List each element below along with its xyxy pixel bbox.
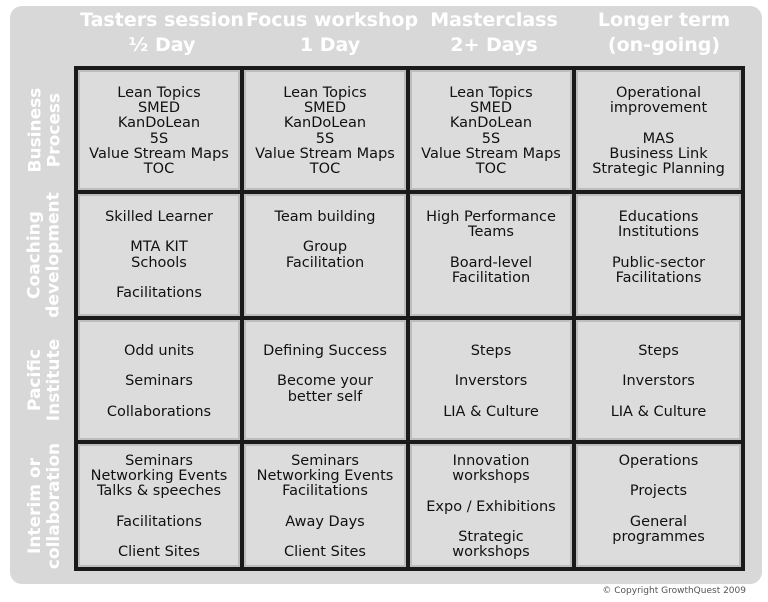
cell-pacific-longer-term [576,320,741,440]
cell-text-line [578,359,739,374]
cell-text-line: Lean Topics [449,85,533,101]
cell-business-focus [244,70,406,190]
row-label-coaching-development [18,194,72,316]
cell-text-line: Facilitations [116,513,202,530]
row-label-text: Pacific [25,348,46,412]
cell-pacific-masterclass [410,320,572,440]
cell-business-masterclass [410,70,572,190]
cell-text-line: Projects [629,483,688,500]
row-label-text [26,339,64,421]
cell-text-line: SMED [303,100,347,117]
cell-text-line: General [629,513,688,530]
cell-text-line: Client Sites [118,544,200,561]
column-header-text: 1 Day [299,34,361,56]
cell-coaching-masterclass [410,194,572,316]
cell-text-line [80,359,238,374]
cell-text-line: 5S [149,130,169,147]
row-label-interim-collaboration [18,444,72,568]
row-label-text: Coaching [25,211,45,299]
cell-text-line: Public-sector [611,254,706,271]
row-label-text: Business [25,87,46,173]
cell-text-line: Client Sites [284,544,366,561]
column-header-longer-term [580,8,748,58]
cell-interim-tasters [78,444,240,567]
cell-text-line: SMED [137,100,181,117]
cell-interim-longer-term [576,444,741,567]
cell-text-line [246,359,404,374]
cell-text-line: Defining Success [263,343,387,359]
cell-text-line: Innovation [452,453,530,469]
copyright-notice: © Copyright GrowthQuest 2009 [602,586,746,596]
cell-pacific-focus [244,320,406,440]
cell-text-line: Board-level [449,254,533,271]
column-header-masterclass [410,8,578,58]
cell-text-line: Inverstors [622,373,695,390]
cell-text-line: Schools [131,254,187,271]
cell-text-line: Steps [638,343,679,359]
cell-text-line: better self [287,388,363,405]
cell-text-line [80,225,238,240]
cell-text-line [412,359,570,374]
cell-text-line [412,515,570,530]
cell-text-line: Strategic [458,528,524,545]
cell-text-line: Seminars [291,453,359,469]
column-header-text: Tasters session [80,9,244,31]
column-header-focus [246,8,419,58]
cell-text-line [246,500,404,515]
column-header-text: (on-going) [607,34,721,56]
cell-text-line: Talks & speeches [96,483,222,500]
column-header-text: Longer term [597,9,731,31]
cell-text-line: workshops [452,544,530,561]
cell-text-line: LIA & Culture [610,403,707,420]
cell-text-line: Lean Topics [283,85,367,101]
cell-text-line [578,390,739,405]
cell-text-line [578,469,739,484]
cell-text-line: Away Days [285,513,365,530]
cell-text-line: MTA KIT [130,239,188,256]
row-label-text: Institute [44,338,65,422]
column-header-text: 2+ Days [450,34,538,56]
column-header-text: Focus workshop [246,9,419,31]
cell-text-line: Group [302,239,348,256]
cell-text-line: Value Stream Maps [89,145,229,162]
cell-text-line [80,271,238,286]
cell-text-line [578,500,739,515]
cell-pacific-tasters [78,320,240,440]
cell-text-line: Value Stream Maps [421,145,561,162]
row-label-text: collaboration [44,442,65,570]
cell-text-line: Teams [468,224,514,241]
cell-text-line: SMED [469,100,513,117]
cell-text-line: Expo / Exhibitions [426,498,556,515]
cell-text-line: Facilitations [282,483,368,500]
row-label-text: Interim or [25,458,46,555]
cell-text-line: 5S [315,130,335,147]
cell-text-line: Facilitation [451,269,531,286]
cell-text-line: improvement [609,100,708,117]
row-label-text [26,192,64,317]
cell-text-line: KanDoLean [283,115,367,132]
cell-text-line: Facilitations [615,269,702,286]
cell-text-line [412,240,570,255]
cell-text-line: workshops [452,468,530,485]
cell-interim-masterclass [410,444,572,567]
cell-text-line: Facilitations [116,284,202,301]
cell-text-line: Networking Events [90,468,228,485]
cell-interim-focus [244,444,406,567]
cell-text-line: Value Stream Maps [255,145,395,162]
cell-coaching-longer-term [576,194,741,316]
cell-text-line: Steps [470,343,512,359]
cell-text-line: High Performance [426,209,556,225]
cell-text-line: Seminars [125,453,193,469]
cell-text-line: KanDoLean [449,115,533,132]
cell-text-line [80,500,238,515]
cell-text-line: Seminars [125,373,193,390]
row-label-text [26,443,64,569]
cell-text-line: Business Link [609,145,708,162]
cell-text-line [246,530,404,545]
cell-text-line: Operations [618,453,699,469]
cell-text-line [412,484,570,499]
cell-text-line: Odd units [123,343,195,359]
cell-text-line: Institutions [618,224,699,241]
cell-text-line: Collaborations [106,403,212,420]
column-header-tasters [78,8,246,58]
column-header-text: ½ Day [128,34,196,56]
cell-text-line: LIA & Culture [443,403,539,420]
cell-text-line: TOC [475,161,507,178]
cell-text-line: Inverstors [454,373,528,390]
cell-text-line [246,225,404,240]
column-header-text: Masterclass [430,9,558,31]
cell-coaching-focus [244,194,406,316]
row-label-text: development [44,192,64,318]
cell-text-line: Lean Topics [117,85,201,101]
cell-text-line: Educations [618,209,699,225]
cell-text-line: Become your [277,373,373,390]
cell-business-longer-term [576,70,741,190]
cell-text-line: TOC [143,161,175,178]
row-label-text: Process [44,92,65,168]
cell-text-line: TOC [309,161,341,178]
row-label-text [26,88,64,173]
cell-coaching-tasters [78,194,240,316]
cell-text-line [412,390,570,405]
cell-text-line [80,390,238,405]
row-label-pacific-institute [18,320,72,440]
cell-text-line: Team building [274,209,376,225]
cell-text-line: Skilled Learner [105,209,213,225]
matrix-grid [74,66,745,571]
cell-text-line: MAS [642,130,675,147]
cell-text-line [80,530,238,545]
cell-text-line [578,116,739,131]
cell-business-tasters [78,70,240,190]
cell-text-line: Networking Events [256,468,394,485]
cell-text-line [578,240,739,255]
cell-text-line: KanDoLean [117,115,201,132]
cell-text-line: Operational [615,85,702,101]
cell-text-line: programmes [612,528,705,545]
cell-text-line: Facilitation [285,254,365,271]
row-label-business-process [18,70,72,190]
cell-text-line: 5S [481,130,501,147]
cell-text-line: Strategic Planning [592,161,725,177]
